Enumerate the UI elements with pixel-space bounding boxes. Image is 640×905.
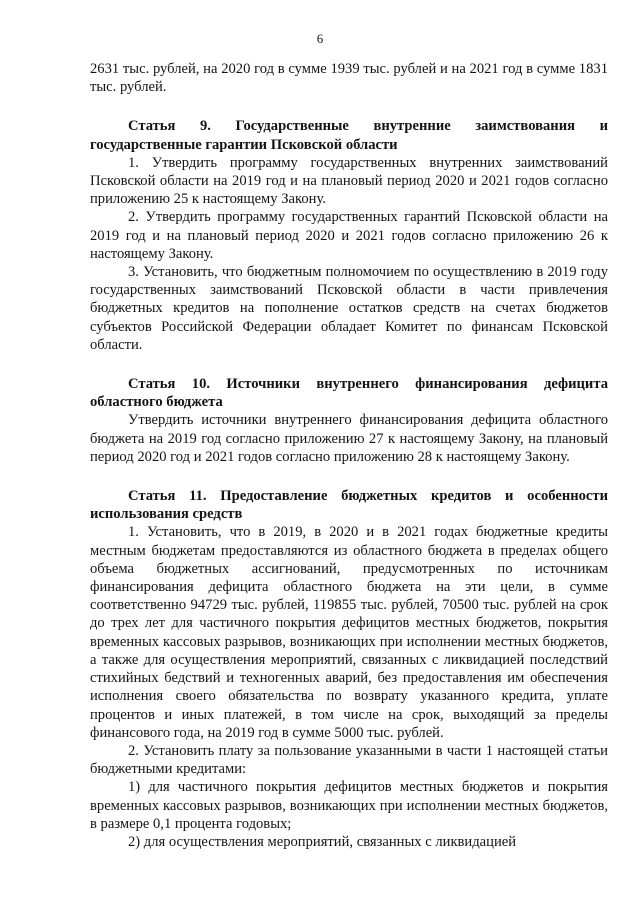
article-9-paragraph-3: 3. Установить, что бюджетным полномочием по осуществлению в 2019 году государственных заимствований Псковской области в части привлечения бюджетных кредитов на пополнение остатков средств на счетах бюджетов субъектов Российской Федерации обладает Комитет по финансам Псковской области. [90,264,608,353]
intro-paragraph: 2631 тыс. рублей, на 2020 год в сумме 1939 тыс. рублей и на 2021 год в сумме 1831 тыс. рублей. [90,61,608,96]
article-10-paragraph-1: Утвердить источники внутреннего финансирования дефицита областного бюджета на 2019 год согласно приложению 27 к настоящему Закону, на плановый период 2020 год и 2021 годов согласно приложению 28 к настоящему Закону. [90,412,608,465]
article-10-heading: Статья 10. Источники внутреннего финансирования дефицита областного бюджета [90,376,608,411]
article-9-paragraph-2: 2. Утвердить программу государственных гарантий Псковской области на 2019 год и на плановый период 2020 и 2021 годов согласно приложению 26 к настоящему Закону. [90,209,608,262]
page-number: 6 [316,31,324,46]
article-11-heading: Статья 11. Предоставление бюджетных кредитов и особенности использования средств [90,488,608,523]
article-9-heading: Статья 9. Государственные внутренние заимствования и государственные гарантии Псковской области [90,118,608,153]
article-11-paragraph-2: 2. Установить плату за пользование указанными в части 1 настоящей статьи бюджетными кредитами: [90,742,608,778]
document-body [90,60,608,851]
article-11-paragraph-4: 2) для осуществления мероприятий, связанных с ликвидацией [128,833,517,850]
article-9-paragraph-1: 1. Утвердить программу государственных внутренних заимствований Псковской области на 2019 год и на плановый период 2020 и 2021 годов согласно приложению 25 к настоящему Закону. [90,154,608,208]
article-11-paragraph-3: 1) для частичного покрытия дефицитов местных бюджетов и покрытия временных кассовых разрывов, возникающих при исполнении местных бюджетов, в размере 0,1 процента годовых; [90,779,608,832]
article-11-paragraph-1: 1. Установить, что в 2019, в 2020 и в 2021 годах бюджетные кредиты местным бюджетам предоставляются из областного бюджета в пределах общего объема бюджетных ассигнований, предусмотренных по источникам финансирования дефицита областного бюджета на эти цели, в сумме соответственно 94729 тыс. рублей, 119855 тыс. рублей, 70500 тыс. рублей на срок до трех лет для частичного покрытия дефицитов местных бюджетов, покрытия временных кассовых разрывов, возникающих при исполнении местных бюджетов, а также для осуществления мероприятий, связанных с ликвидацией последствий стихийных бедствий и техногенных аварий, без предоставления им обеспечения исполнения своего обязательства по возврату указанного кредита, уплате процентов и иных платежей, в том числе на срок, выходящий за пределы финансового года, на 2019 год в сумме 5000 тыс. рублей. [90,524,608,741]
